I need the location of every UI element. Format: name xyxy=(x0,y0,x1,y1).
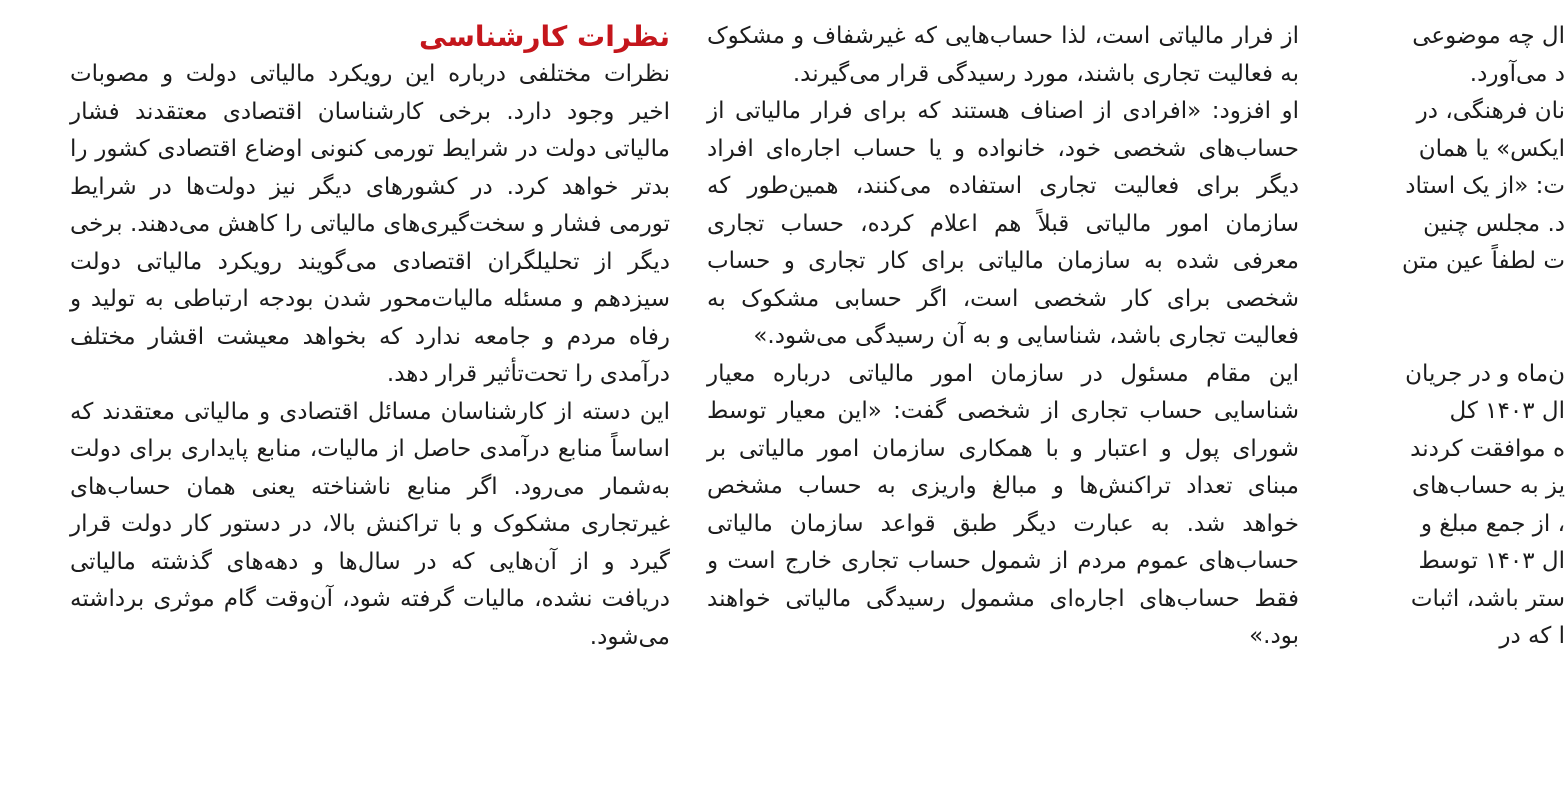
body-paragraph: نظرات مختلفی درباره این رویکرد مالیاتی دولت و مصوبات اخیر وجود دارد. برخی کارشناسان اقتصادی معتقدند فشار مالیاتی دولت در شرایط تورمی کنونی اوضاع اقتصادی کشور را بدتر خواهد کرد. در کشورهای دیگر نیز دولت‌ها در شرایط تورمی فشار و سخت‌گیری‌های مالیاتی را کاهش می‌دهند. برخی دیگر از تحلیلگران اقتصادی می‌گویند رویکرد مالیاتی دولت سیزدهم و مسئله مالیات‌محور شدن بودجه ارتباطی به تولید و رفاه مردم و جامعه ندارد که بخواهد معیشت اقشار مختلف درآمدی را تحت‌تأثیر قرار دهد. xyxy=(70,61,670,387)
cropped-line: ال ۱۴۰۳ توسط xyxy=(1418,548,1565,574)
column-gap xyxy=(1325,281,1565,356)
body-paragraph: از فرار مالیاتی است، لذا حساب‌هایی که غیرشفاف و مشکوک به فعالیت تجاری باشند، مورد رسیدگی قرار می‌گیرند. xyxy=(707,23,1299,87)
cropped-line: ال چه موضوعی xyxy=(1412,23,1565,49)
cropped-line: ا که در xyxy=(1499,623,1565,649)
body-paragraph: او افزود: «افرادی از اصناف هستند که برای فرار مالیاتی از حساب‌های شخصی خود، خانواده و یا حساب اجاره‌ای افراد دیگر برای فعالیت تجاری استفاده می‌کنند، همین‌طور که سازمان امور مالیاتی قبلاً هم اعلام کرده، حساب تجاری معرفی شده به سازمان مالیاتی برای کار تجاری و حساب شخصی برای کار شخصی است، اگر حسابی مشکوک به فعالیت تجاری باشد، شناسایی و به آن رسیدگی می‌شود.» xyxy=(707,98,1299,349)
cropped-line: د. مجلس چنین xyxy=(1423,210,1565,237)
cropped-line: ت لطفاً عین متن xyxy=(1401,248,1565,274)
cropped-line: ایکس» یا همان xyxy=(1418,135,1565,162)
cropped-line: نان فرهنگی، در xyxy=(1416,98,1565,124)
cropped-line: ن‌ماه و در جریان xyxy=(1405,360,1565,387)
cropped-line: ستر باشد، اثبات xyxy=(1410,585,1565,612)
cropped-column xyxy=(1325,18,1565,808)
body-paragraph: این مقام مسئول در سازمان امور مالیاتی درباره معیار شناسایی حساب تجاری از شخصی گفت: «این معیار توسط شورای پول و اعتبار و با همکاری سازمان امور مالیاتی بر مبنای تعداد تراکنش‌ها و مبالغ واریزی به حساب مشخص خواهد شد. به عبارت دیگر طبق قواعد سازمان مالیاتی حساب‌های عموم مردم از شمول حساب تجاری خارج است و فقط حساب‌های اجاره‌ای مشمول رسیدگی مالیاتی خواهند بود.» xyxy=(707,360,1299,649)
tax-accounts-column xyxy=(707,18,1299,808)
cropped-line: ، از جمع مبلغ و xyxy=(1420,510,1565,537)
cropped-line: یز به حساب‌های xyxy=(1412,473,1565,499)
expert-opinions-column xyxy=(70,18,670,808)
cropped-line: ه موافقت کردند xyxy=(1410,435,1565,462)
cropped-line: ال ۱۴۰۳ کل xyxy=(1449,398,1565,424)
body-paragraph: این دسته از کارشناسان مسائل اقتصادی و مالیاتی معتقدند که اساساً منابع درآمدی حاصل از مالیات، منابع پایداری برای دولت به‌شمار می‌رود. اگر منابع ناشناخته یعنی همان حساب‌های غیرتجاری مشکوک و با تراکنش بالا، در دستور کار دولت قرار گیرد و از آن‌هایی که در سال‌ها و دهه‌های گذشته مالیاتی دریافت نشده، مالیات گرفته شود، آن‌وقت گام موثری برداشته می‌شود. xyxy=(70,398,670,650)
cropped-line: د می‌آورد. xyxy=(1469,60,1565,87)
section-heading: نظرات کارشناسی xyxy=(419,20,670,53)
cropped-line: ت: «از یک استاد xyxy=(1405,173,1565,199)
